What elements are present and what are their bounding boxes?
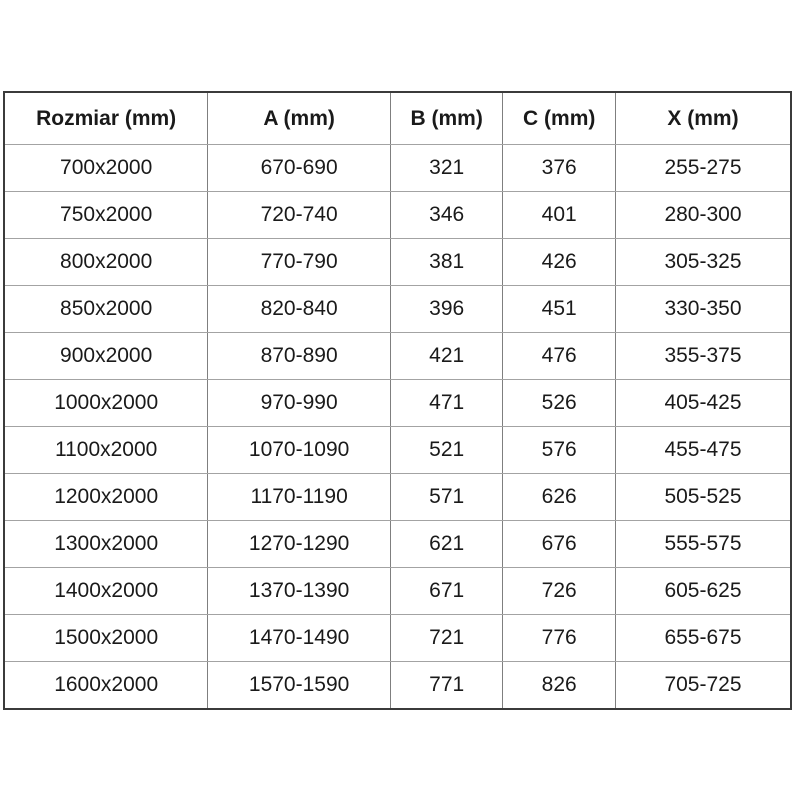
table-cell: 405-425 — [615, 380, 791, 427]
table-cell: 571 — [390, 474, 503, 521]
table-cell: 970-990 — [208, 380, 391, 427]
table-cell: 605-625 — [615, 568, 791, 615]
table-cell: 555-575 — [615, 521, 791, 568]
table-cell: 800x2000 — [4, 239, 208, 286]
table-row — [4, 427, 791, 474]
table-cell: 621 — [390, 521, 503, 568]
header-row — [4, 92, 791, 145]
table-cell: 1600x2000 — [4, 662, 208, 710]
table-cell: 1070-1090 — [208, 427, 391, 474]
table-cell: 705-725 — [615, 662, 791, 710]
table-cell: 820-840 — [208, 286, 391, 333]
table-row — [4, 568, 791, 615]
table-cell: 1470-1490 — [208, 615, 391, 662]
column-header: C (mm) — [503, 92, 616, 145]
table-cell: 900x2000 — [4, 333, 208, 380]
table-cell: 1200x2000 — [4, 474, 208, 521]
table-cell: 280-300 — [615, 192, 791, 239]
table-row — [4, 615, 791, 662]
table-cell: 671 — [390, 568, 503, 615]
table-cell: 476 — [503, 333, 616, 380]
table-row — [4, 662, 791, 710]
table-cell: 850x2000 — [4, 286, 208, 333]
column-header: X (mm) — [615, 92, 791, 145]
table-cell: 626 — [503, 474, 616, 521]
table-cell: 770-790 — [208, 239, 391, 286]
table-cell: 826 — [503, 662, 616, 710]
table-cell: 321 — [390, 145, 503, 192]
table-row — [4, 474, 791, 521]
table-cell: 305-325 — [615, 239, 791, 286]
table-cell: 1370-1390 — [208, 568, 391, 615]
table-cell: 720-740 — [208, 192, 391, 239]
table-cell: 255-275 — [615, 145, 791, 192]
table-cell: 346 — [390, 192, 503, 239]
table-cell: 396 — [390, 286, 503, 333]
table-cell: 505-525 — [615, 474, 791, 521]
table-cell: 676 — [503, 521, 616, 568]
table-row — [4, 192, 791, 239]
table-cell: 401 — [503, 192, 616, 239]
table-cell: 455-475 — [615, 427, 791, 474]
table-cell: 381 — [390, 239, 503, 286]
table-row — [4, 333, 791, 380]
table-cell: 870-890 — [208, 333, 391, 380]
table-cell: 330-350 — [615, 286, 791, 333]
table-cell: 726 — [503, 568, 616, 615]
table-cell: 771 — [390, 662, 503, 710]
table-cell: 1300x2000 — [4, 521, 208, 568]
column-header: A (mm) — [208, 92, 391, 145]
column-header: Rozmiar (mm) — [4, 92, 208, 145]
table-cell: 750x2000 — [4, 192, 208, 239]
table-row — [4, 145, 791, 192]
table-cell: 526 — [503, 380, 616, 427]
table-cell: 1270-1290 — [208, 521, 391, 568]
table-cell: 451 — [503, 286, 616, 333]
column-header: B (mm) — [390, 92, 503, 145]
table-cell: 776 — [503, 615, 616, 662]
size-chart-table — [3, 91, 792, 710]
table-row — [4, 380, 791, 427]
table-cell: 471 — [390, 380, 503, 427]
table-cell: 1100x2000 — [4, 427, 208, 474]
table-cell: 1400x2000 — [4, 568, 208, 615]
table-cell: 670-690 — [208, 145, 391, 192]
table-cell: 1170-1190 — [208, 474, 391, 521]
table-cell: 700x2000 — [4, 145, 208, 192]
table-cell: 355-375 — [615, 333, 791, 380]
table-row — [4, 521, 791, 568]
table-cell: 376 — [503, 145, 616, 192]
table-cell: 421 — [390, 333, 503, 380]
table-cell: 655-675 — [615, 615, 791, 662]
table-cell: 576 — [503, 427, 616, 474]
table-cell: 1570-1590 — [208, 662, 391, 710]
table-cell: 426 — [503, 239, 616, 286]
table-cell: 721 — [390, 615, 503, 662]
table-cell: 1000x2000 — [4, 380, 208, 427]
table-cell: 521 — [390, 427, 503, 474]
table-row — [4, 286, 791, 333]
table-row — [4, 239, 791, 286]
table-cell: 1500x2000 — [4, 615, 208, 662]
